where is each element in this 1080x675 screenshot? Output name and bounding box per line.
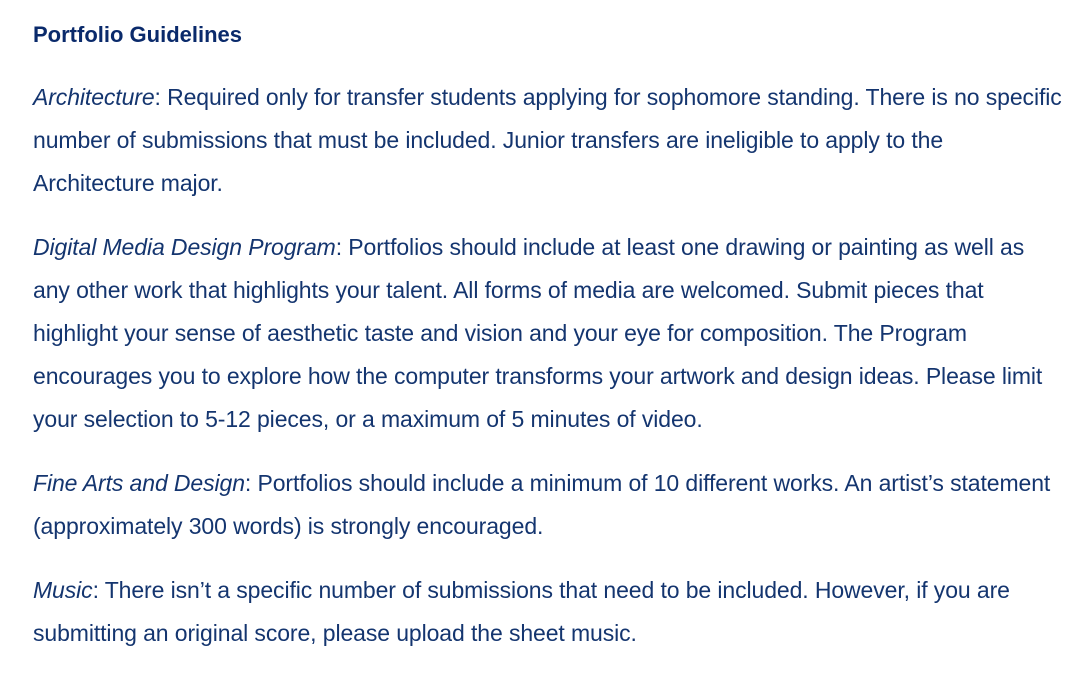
guideline-digital-media-design [33, 226, 1063, 441]
guideline-text: : There isn’t a specific number of submissions that need to be included. However, if you are submitting an original score, please upload the sheet music. [33, 577, 1010, 646]
page-title: Portfolio Guidelines [33, 22, 243, 47]
guideline-term: Digital Media Design Program [33, 234, 336, 260]
guideline-text: : Portfolios should include at least one drawing or painting as well as any other work that highlights your talent. All forms of media are welcomed. Submit pieces that highlight your sense of aesthetic taste and vision and your eye for composition. The Program encourages you to explore how the computer transforms your artwork and design ideas. Please limit your selection to 5-12 pieces, or a maximum of 5 minutes of video. [33, 234, 1043, 432]
guideline-text: : Portfolios should include a minimum of 10 different works. An artist’s statement (approximately 300 words) is strongly encouraged. [33, 470, 1051, 539]
guideline-term: Music [33, 577, 93, 603]
guideline-text: : Required only for transfer students applying for sophomore standing. There is no specific number of submissions that must be included. Junior transfers are ineligible to apply to the Architecture major. [33, 84, 1062, 196]
guideline-architecture [33, 76, 1063, 205]
portfolio-guidelines-content [33, 16, 1063, 655]
guideline-music [33, 569, 1063, 655]
guideline-term: Architecture [33, 84, 155, 110]
guideline-fine-arts-design [33, 462, 1063, 548]
guideline-term: Fine Arts and Design [33, 470, 245, 496]
